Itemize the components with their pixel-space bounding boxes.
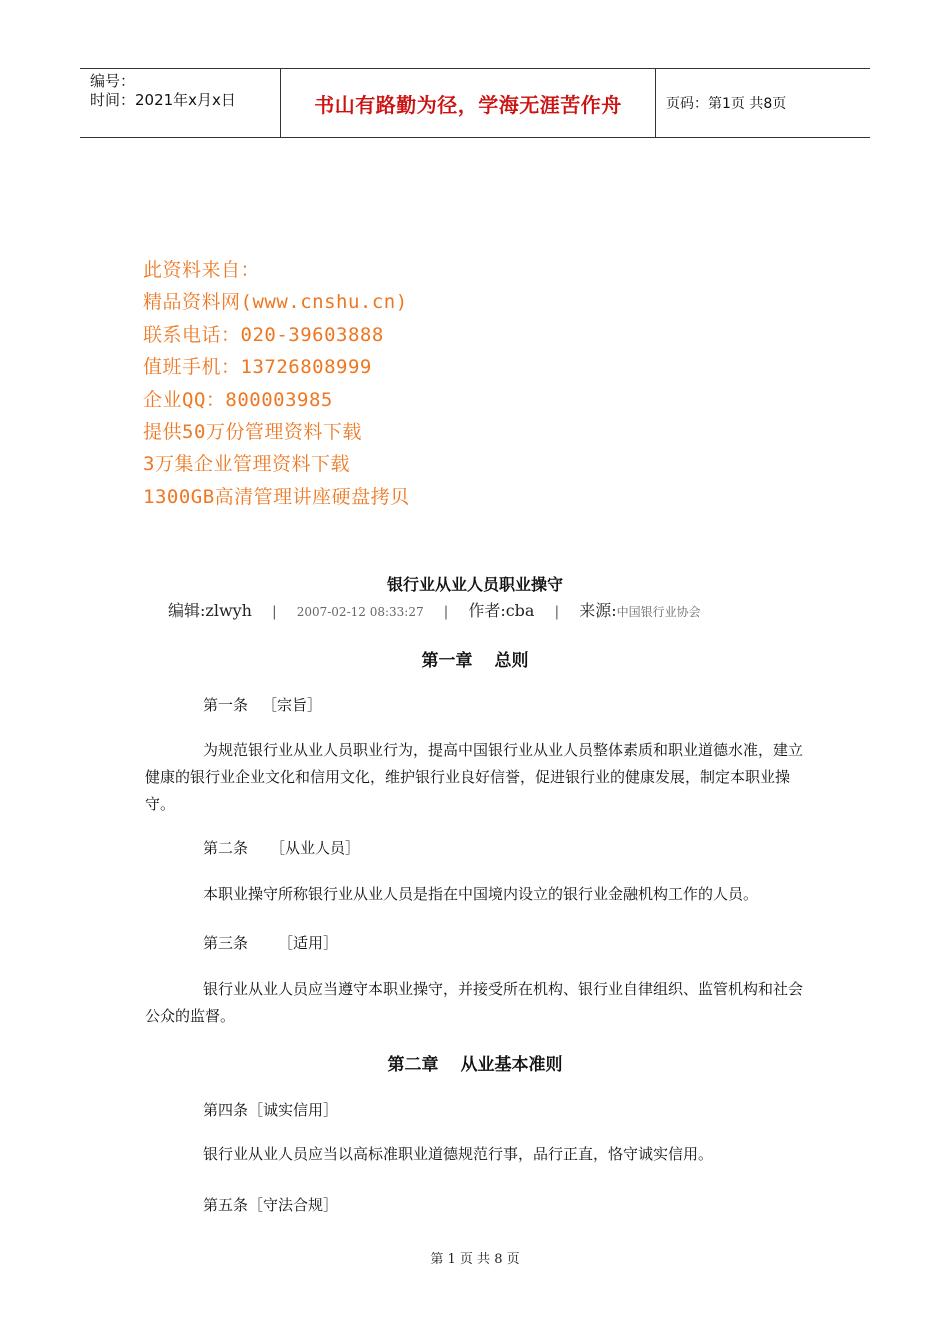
article-paragraph: 本职业操守所称银行业从业人员是指在中国境内设立的银行业金融机构工作的人员。 (203, 885, 759, 903)
chapter-number: 第二章 (387, 1055, 439, 1075)
meta-editor: 编辑:zlwyh (168, 601, 252, 620)
article-heading (203, 932, 338, 953)
source-line: 提供50万份管理资料下载 (143, 421, 362, 444)
article-number: 第一条 (203, 696, 249, 714)
source-line: 精品资料网(www.cnshu.cn) (143, 291, 408, 314)
source-line: 3万集企业管理资料下载 (143, 453, 350, 476)
source-line: 此资料来自： (143, 259, 261, 281)
meta-separator: | (554, 604, 560, 620)
meta-separator: | (271, 604, 277, 620)
page-header (80, 68, 870, 138)
meta-date: 2007-02-12 08:33:27 (296, 605, 424, 619)
source-line: 联系电话：020-39603888 (143, 323, 384, 346)
document-title: 银行业从业人员职业操守 (386, 575, 563, 594)
article-title: ［宗旨］ (262, 696, 323, 714)
document-meta (168, 598, 808, 621)
article-number: 第二条 (203, 839, 249, 857)
article-title: ［从业人员］ (270, 839, 361, 857)
article-title: ［适用］ (278, 934, 339, 952)
chapter-number: 第一章 (421, 651, 473, 671)
chapter-name: 从业基本准则 (460, 1055, 563, 1075)
article-paragraph: 银行业从业人员应当以高标准职业道德规范行事，品行正直，恪守诚实信用。 (203, 1145, 714, 1163)
header-motto: 书山有路勤为径，学海无涯苦作舟 (280, 69, 656, 137)
meta-source-value: 中国银行业协会 (616, 605, 701, 619)
article-heading (203, 694, 322, 715)
article-number: 第三条 (203, 934, 249, 952)
chapter-name: 总则 (494, 651, 529, 671)
chapter-heading (0, 646, 950, 671)
header-number: 编号： (90, 72, 136, 90)
source-info-block (143, 254, 410, 513)
meta-author: 作者:cba (468, 601, 535, 620)
meta-source-label: 来源: (579, 601, 617, 620)
chapter-heading (0, 1050, 950, 1075)
article-heading: 第四条［诚实信用］ (203, 1101, 339, 1119)
meta-separator: | (443, 604, 449, 620)
source-line: 1300GB高清管理讲座硬盘拷贝 (143, 485, 410, 508)
source-line: 企业QQ：800003985 (143, 388, 333, 411)
article-heading (203, 837, 360, 858)
article-paragraph: 为规范银行业从业人员职业行为，提高中国银行业从业人员整体素质和职业道德水准，建立健康的银行业企业文化和信用文化，维护银行业良好信誉，促进银行业的健康发展，制定本职业操守。 (145, 741, 804, 813)
page-footer: 第 1 页 共 8 页 (430, 1252, 520, 1267)
header-meta-cell (80, 69, 280, 137)
header-time: 时间：2021年x月x日 (90, 91, 236, 109)
article-heading: 第五条［守法合规］ (203, 1196, 339, 1214)
header-page-info: 页码：第1页 共8页 (666, 96, 787, 112)
source-line: 值班手机：13726808999 (143, 356, 372, 379)
article-paragraph: 银行业从业人员应当遵守本职业操守，并接受所在机构、银行业自律组织、监管机构和社会公众的监督。 (145, 980, 804, 1025)
